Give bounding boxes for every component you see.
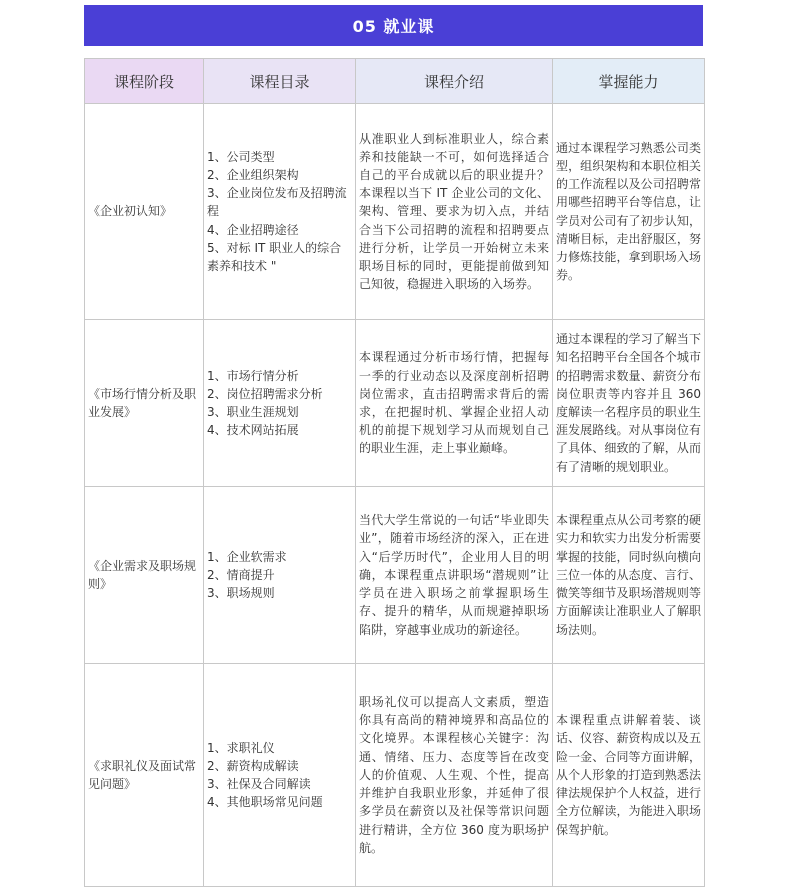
course-stage-cell: 《市场行情分析及职业发展》 [85,320,204,487]
course-catalog-cell [204,104,356,320]
header-course-catalog: 课程目录 [204,59,356,104]
course-stage-cell: 《企业初认知》 [85,104,204,320]
course-intro-cell: 当代大学生常说的一句话“毕业即失业”，随着市场经济的深入，正在进入“后学历时代”，企业用人目的明确，本课程重点讲职场“潜规则”让学员在进入职场之前掌握职场生存、提升的精华，从而规避掉职场陷阱，穿越事业成功的新途径。 [356,487,553,664]
table-row [85,487,705,664]
course-stage-cell: 《企业需求及职场规则》 [85,487,204,664]
course-table [84,58,705,887]
catalog-item: 3、职业生涯规划 [207,405,299,419]
catalog-item: 2、岗位招聘需求分析 [207,386,323,401]
course-catalog-cell [204,487,356,664]
catalog-item: 3、社保及合同解读 [207,777,311,791]
mastered-skills-cell: 本课程重点从公司考察的硬实力和软实力出发分析需要掌握的技能，同时纵向横向三位一体的从态度、言行、微笑等细节及职场潜规则等方面解读让准职业人了解职场法则。 [553,487,705,664]
catalog-item: 1、公司类型 [207,149,275,164]
mastered-skills-cell: 通过本课程学习熟悉公司类型，组织架构和本职位相关的工作流程以及公司招聘常用哪些招聘平台等信息，让学员对公司有了初步认知，清晰目标，走出舒服区，努力修炼技能，拿到职场入场券。 [553,104,705,320]
catalog-item: 1、市场行情分析 [207,368,299,383]
course-catalog-cell [204,320,356,487]
course-intro-cell: 从准职业人到标准职业人，综合素养和技能缺一不可，如何选择适合自己的平台成就以后的职业提升？本课程以当下 IT 企业公司的文化、架构、管理、要求为切入点，并结合当下公司招聘的流程和招聘要点进行分析，让学员一开始树立未来职场目标的同时，更能提前做到知己知彼，稳握进入职场的入场券。 [356,104,553,320]
table-row [85,664,705,887]
catalog-item: 4、技术网站拓展 [207,423,299,438]
course-stage-cell: 《求职礼仪及面试常见问题》 [85,664,204,887]
catalog-item: 2、企业组织架构 [207,167,299,182]
course-catalog-cell [204,664,356,887]
header-course-intro: 课程介绍 [356,59,553,104]
header-mastered-skills: 掌握能力 [553,59,705,104]
catalog-item: 2、情商提升 [207,567,275,582]
table-row [85,320,705,487]
course-intro-cell: 职场礼仪可以提高人文素质，塑造你具有高尚的精神境界和高品位的文化境界。本课程核心关键字：沟通、情绪、压力、态度等旨在改变人的价值观、人生观、个性，提高并维护自我职业形象，并延伸了很多学员在薪资以及社保等常识问题进行精讲，全方位 360 度为职场护航。 [356,664,553,887]
mastered-skills-cell: 通过本课程的学习了解当下知名招聘平台全国各个城市的招聘需求数量、薪资分布岗位职责等内容并且 360 度解读一名程序员的职业生涯发展路线。对从事岗位有了具体、细致的了解，从而有了清晰的规划职业。 [553,320,705,487]
header-course-stage: 课程阶段 [85,59,204,104]
mastered-skills-cell: 本课程重点讲解着装、谈话、仪容、薪资构成以及五险一金、合同等方面讲解，从个人形象的打造到熟悉法律法规保护个人权益，进行全方位解读，为能进入职场保驾护航。 [553,664,705,887]
catalog-item: 2、薪资构成解读 [207,758,299,773]
catalog-item: 3、企业岗位发布及招聘流程 [207,186,347,219]
catalog-item: 5、对标 IT 职业人的综合素养和技术 " [207,240,342,273]
catalog-item: 1、求职礼仪 [207,740,275,755]
catalog-item: 3、职场规则 [207,586,275,601]
section-title-banner [84,5,703,46]
table-row [85,104,705,320]
catalog-item: 4、其他职场常见问题 [207,795,323,810]
catalog-item: 1、企业软需求 [207,549,287,564]
course-intro-cell: 本课程通过分析市场行情，把握每一季的行业动态以及深度剖析招聘岗位需求，直击招聘需求背后的需求，在把握时机、掌握企业招人动机的前提下规划学习从而规划自己的职业生涯，走上事业巅峰。 [356,320,553,487]
table-header-row [85,59,705,104]
catalog-item: 4、企业招聘途径 [207,222,299,237]
section-title: 05 就业课 [352,17,435,36]
